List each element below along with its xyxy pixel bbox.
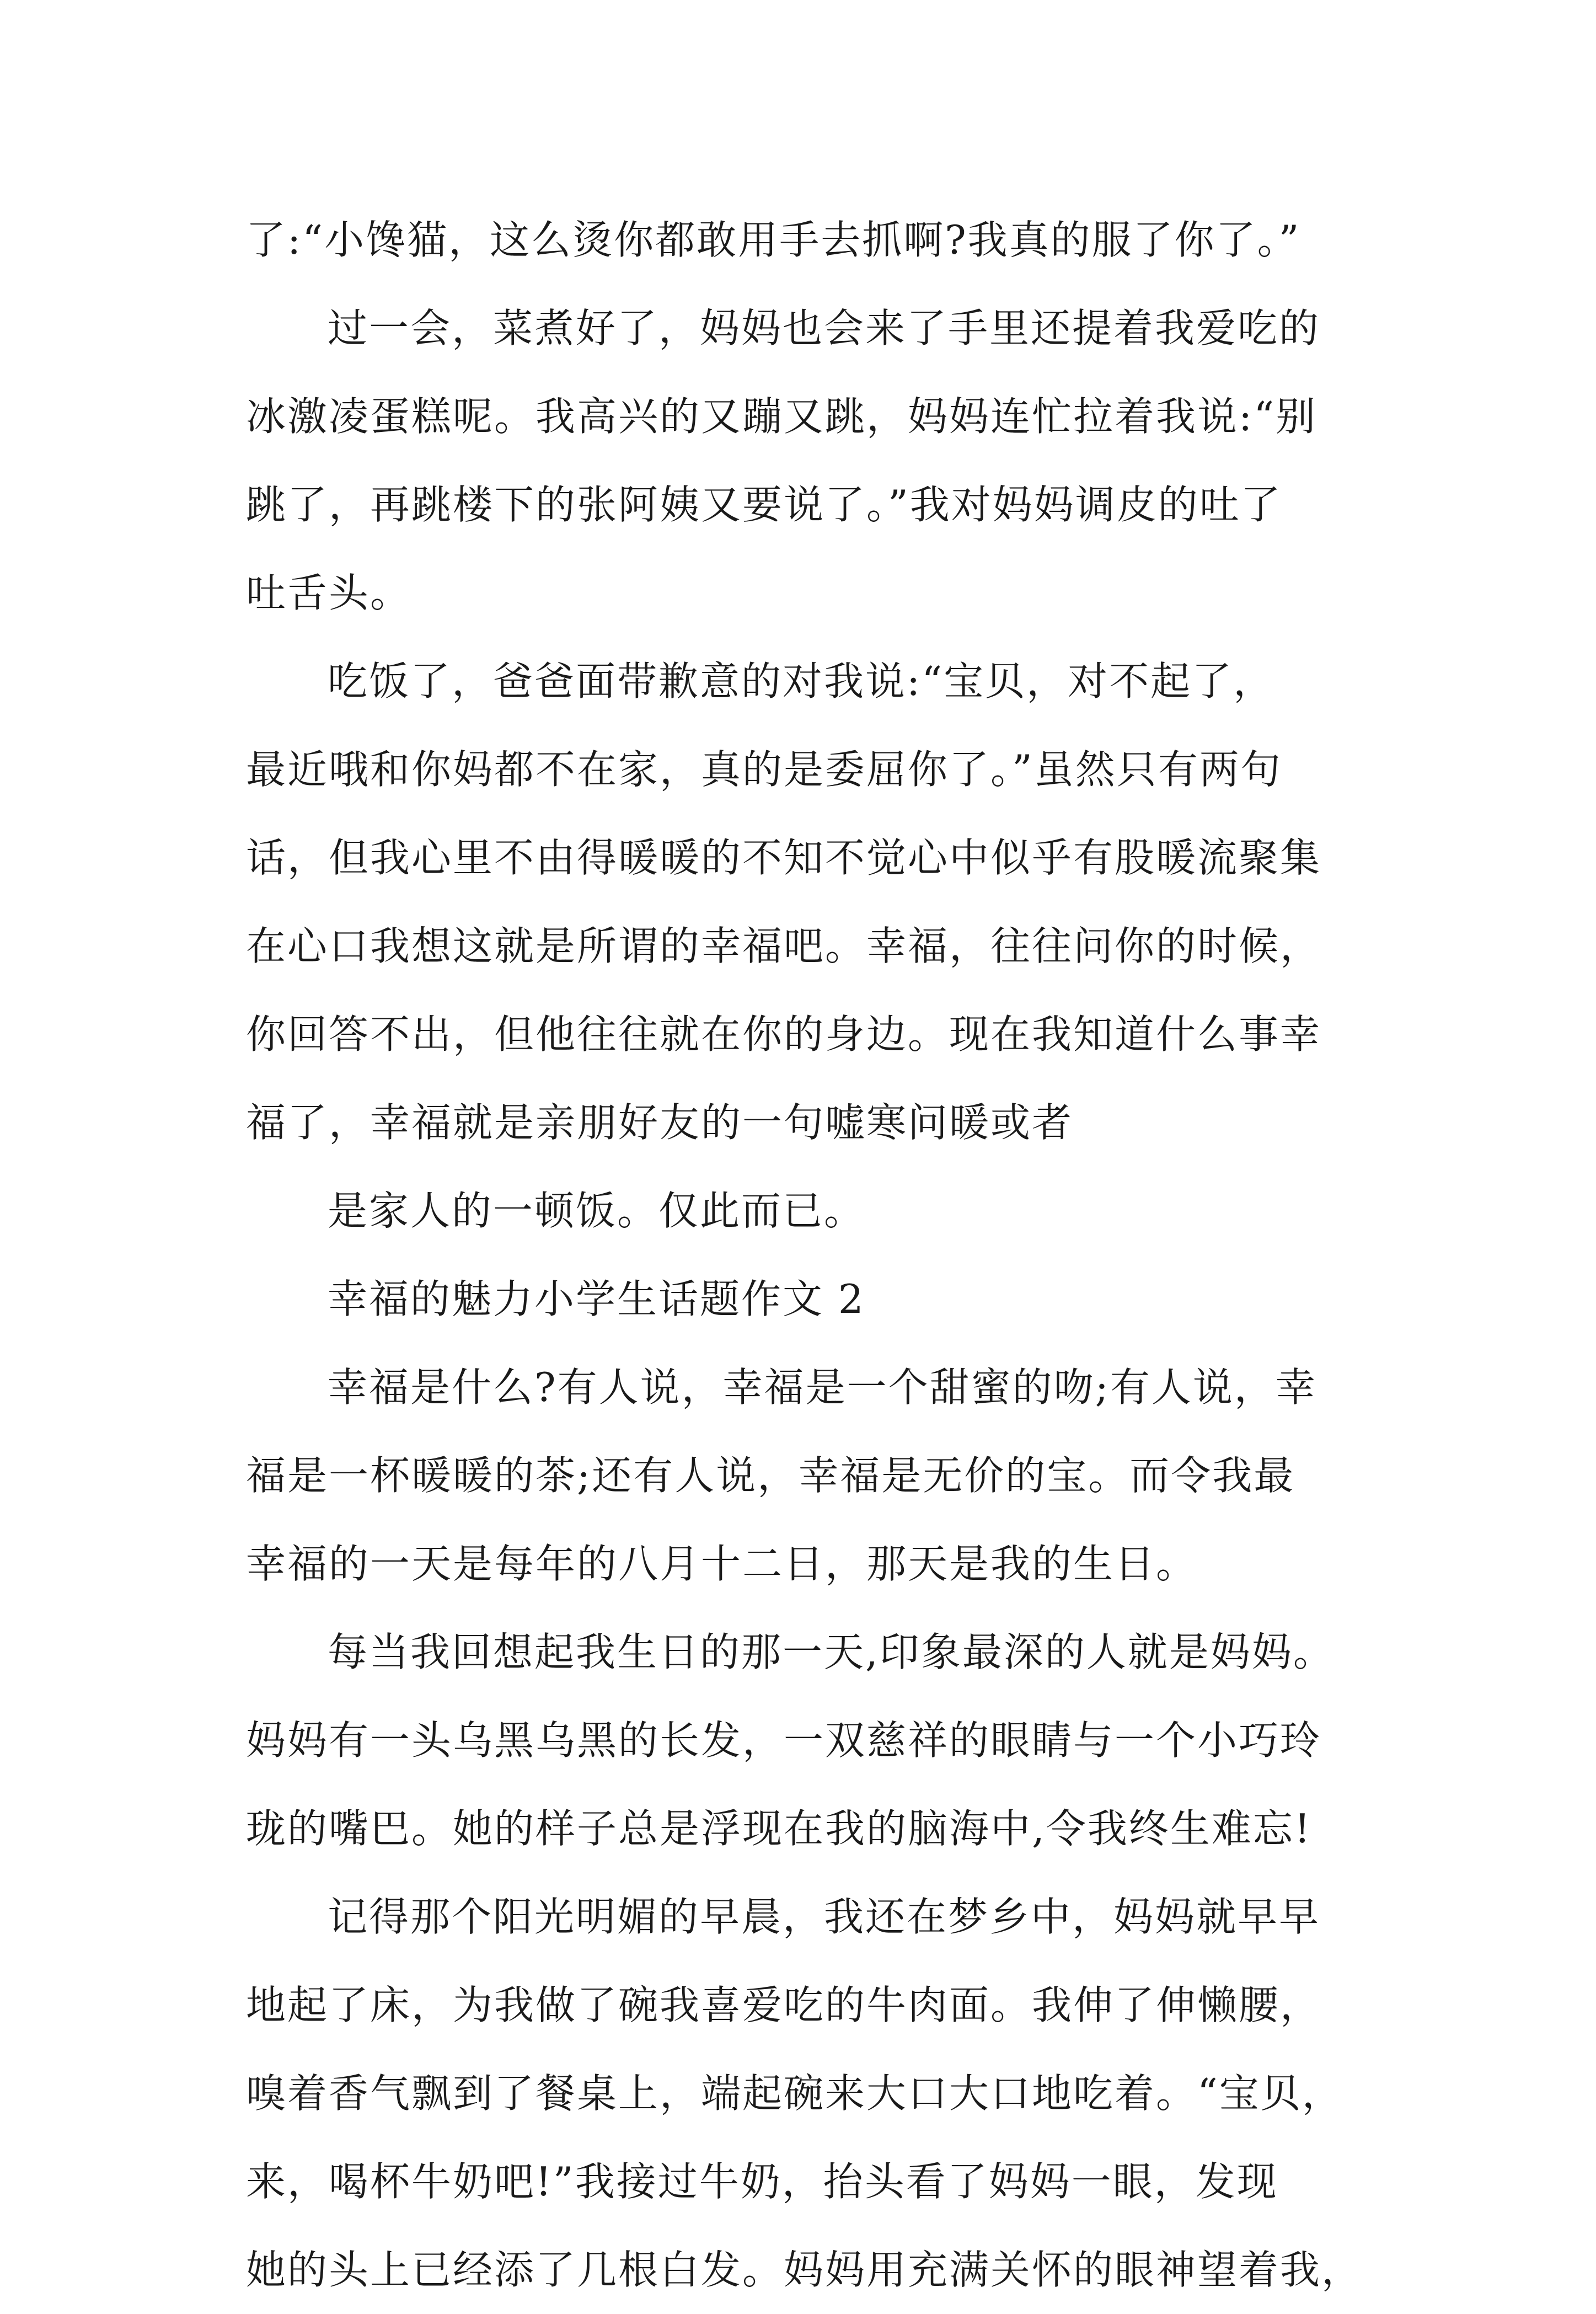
text-line: 在心口我想这就是所谓的幸福吧。幸福，往往问你的时候，	[246, 923, 1322, 969]
text-line: 幸福是什么?有人说，幸福是一个甜蜜的吻;有人说，幸	[328, 1364, 1317, 1410]
text-line: 地起了床，为我做了碗我喜爱吃的牛肉面。我伸了伸懒腰，	[246, 1982, 1322, 2028]
section-heading: 幸福的魅力小学生话题作文 2	[328, 1276, 865, 1322]
text-line: 你回答不出，但他往往就在你的身边。现在我知道什么事幸	[246, 1011, 1322, 1057]
text-line: 福是一杯暖暖的茶;还有人说，幸福是无价的宝。而令我最	[246, 1452, 1295, 1499]
text-line: 最近哦和你妈都不在家，真的是委屈你了。”虽然只有两句	[246, 746, 1282, 793]
text-line: 每当我回想起我生日的那一天,印象最深的人就是妈妈。	[328, 1629, 1335, 1675]
text-line: 她的头上已经添了几根白发。妈妈用充满关怀的眼神望着我，	[246, 2247, 1363, 2293]
text-line: 幸福的一天是每年的八月十二日，那天是我的生日。	[246, 1541, 1198, 1587]
text-line: 跳了，再跳楼下的张阿姨又要说了。”我对妈妈调皮的吐了	[246, 482, 1282, 528]
text-line: 吃饭了，爸爸面带歉意的对我说:“宝贝，对不起了，	[328, 658, 1275, 704]
text-line: 记得那个阳光明媚的早晨，我还在梦乡中，妈妈就早早	[328, 1894, 1321, 1940]
text-line: 是家人的一顿饭。仅此而已。	[328, 1188, 866, 1234]
text-line: 冰激凌蛋糕呢。我高兴的又蹦又跳，妈妈连忙拉着我说:“别	[246, 393, 1317, 440]
text-line: 妈妈有一头乌黑乌黑的长发，一双慈祥的眼睛与一个小巧玲	[246, 1717, 1322, 1763]
text-line: 过一会，菜煮好了，妈妈也会来了手里还提着我爱吃的	[328, 305, 1321, 351]
text-line: 嗅着香气飘到了餐桌上，端起碗来大口大口地吃着。“宝贝，	[246, 2070, 1343, 2117]
text-line: 福了，幸福就是亲朋好友的一句嘘寒问暖或者	[246, 1099, 1074, 1146]
text-line: 吐舌头。	[246, 570, 412, 616]
text-line: 来，喝杯牛奶吧!”我接过牛奶，抬头看了妈妈一眼，发现	[246, 2158, 1278, 2205]
text-line: 珑的嘴巴。她的样子总是浮现在我的脑海中,令我终生难忘!	[246, 1805, 1312, 1852]
essay-body	[246, 196, 1393, 2314]
text-line: 了:“小馋猫，这么烫你都敢用手去抓啊?我真的服了你了。”	[246, 217, 1301, 263]
text-line: 话，但我心里不由得暖暖的不知不觉心中似乎有股暖流聚集	[246, 835, 1322, 881]
